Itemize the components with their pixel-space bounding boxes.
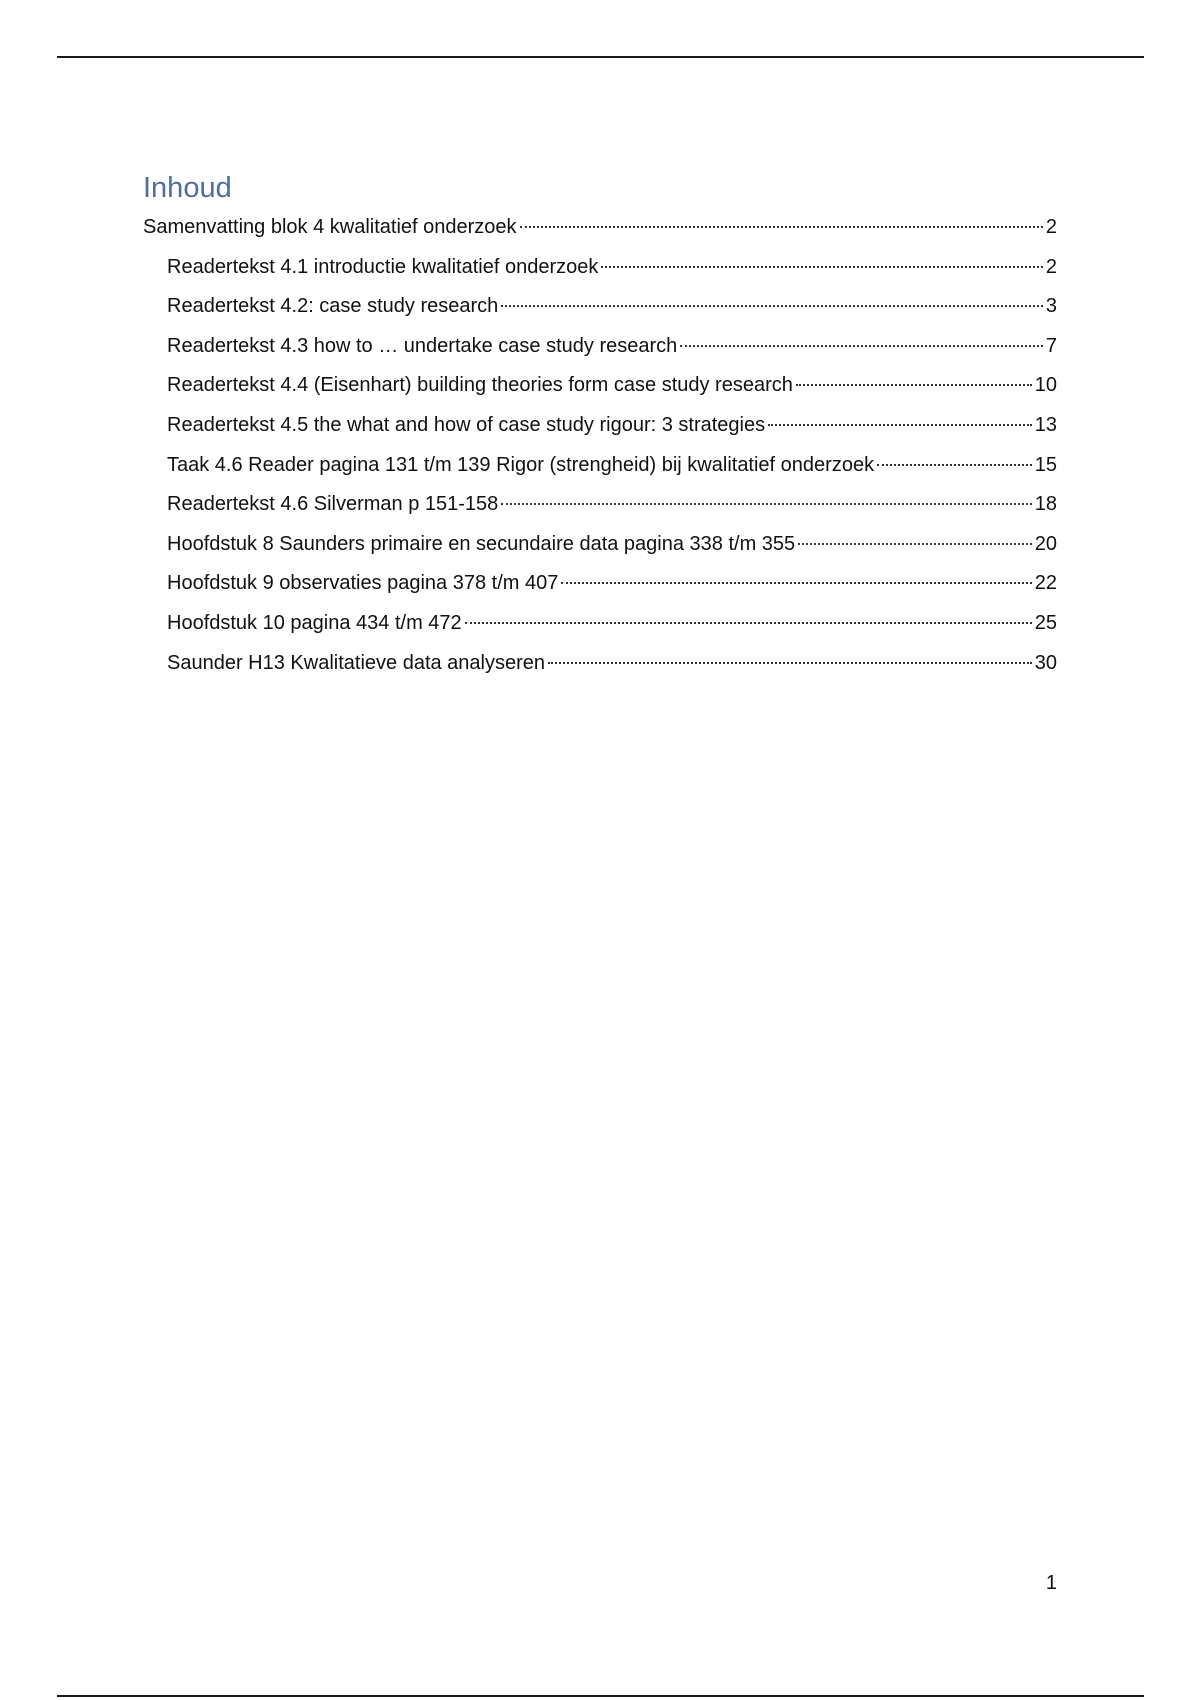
toc-entry[interactable] xyxy=(143,525,1057,565)
toc-title: Inhoud xyxy=(143,172,232,204)
footer-rule xyxy=(57,1695,1144,1697)
toc-entry[interactable] xyxy=(143,327,1057,367)
toc-entry-page: 22 xyxy=(1034,572,1057,595)
toc-entry-page: 3 xyxy=(1045,295,1057,318)
toc-leader-dots xyxy=(548,662,1032,664)
toc-list xyxy=(143,208,1057,683)
toc-entry[interactable] xyxy=(143,446,1057,486)
header-rule xyxy=(57,56,1144,58)
toc-leader-dots xyxy=(465,622,1032,624)
toc-entry-page: 10 xyxy=(1034,374,1057,397)
toc-leader-dots xyxy=(501,305,1043,307)
toc-entry-label: Hoofdstuk 10 pagina 434 t/m 472 xyxy=(167,611,462,634)
toc-entry-label: Samenvatting blok 4 kwalitatief onderzoek xyxy=(143,216,517,238)
toc-leader-dots xyxy=(768,424,1032,426)
toc-leader-dots xyxy=(520,226,1043,228)
toc-leader-dots xyxy=(601,266,1043,268)
toc-entry[interactable] xyxy=(143,485,1057,525)
toc-entry-page: 18 xyxy=(1034,493,1057,516)
toc-entry[interactable] xyxy=(143,406,1057,446)
toc-leader-dots xyxy=(798,543,1032,545)
toc-entry-page: 2 xyxy=(1045,255,1057,278)
toc-entry-label: Readertekst 4.1 introductie kwalitatief onderzoek xyxy=(167,255,599,278)
toc-entry-page: 25 xyxy=(1034,611,1057,634)
toc-leader-dots xyxy=(561,582,1031,584)
toc-entry-label: Saunder H13 Kwalitatieve data analyseren xyxy=(167,651,546,674)
toc-entry[interactable] xyxy=(143,208,1057,248)
toc-entry-page: 13 xyxy=(1034,413,1057,436)
toc-leader-dots xyxy=(877,464,1032,466)
toc-entry-page: 2 xyxy=(1045,216,1057,238)
toc-entry-page: 30 xyxy=(1034,651,1057,674)
toc-entry-label: Hoofdstuk 8 Saunders primaire en secundaire data pagina 338 t/m 355 xyxy=(167,532,796,555)
toc-entry-label: Readertekst 4.4 (Eisenhart) building theories form case study research xyxy=(167,374,793,397)
toc-entry-page: 15 xyxy=(1034,453,1057,476)
page-number: 1 xyxy=(1045,1572,1057,1594)
toc-entry[interactable] xyxy=(143,644,1057,684)
toc-leader-dots xyxy=(501,503,1031,505)
toc-leader-dots xyxy=(680,345,1043,347)
toc-entry-label: Readertekst 4.2: case study research xyxy=(167,295,499,318)
toc-leader-dots xyxy=(796,384,1032,386)
toc-entry-page: 7 xyxy=(1045,334,1057,357)
toc-entry[interactable] xyxy=(143,604,1057,644)
toc-entry[interactable] xyxy=(143,287,1057,327)
table-of-contents xyxy=(143,168,1057,683)
toc-entry-label: Readertekst 4.5 the what and how of case study rigour: 3 strategies xyxy=(167,413,766,436)
toc-entry-label: Hoofdstuk 9 observaties pagina 378 t/m 407 xyxy=(167,572,559,595)
toc-entry[interactable] xyxy=(143,564,1057,604)
toc-entry-label: Readertekst 4.3 how to … undertake case study research xyxy=(167,334,678,357)
toc-entry-label: Taak 4.6 Reader pagina 131 t/m 139 Rigor (strengheid) bij kwalitatief onderzoek xyxy=(167,453,875,476)
toc-entry[interactable] xyxy=(143,248,1057,288)
toc-entry-label: Readertekst 4.6 Silverman p 151-158 xyxy=(167,493,499,516)
toc-entry-page: 20 xyxy=(1034,532,1057,555)
toc-entry[interactable] xyxy=(143,366,1057,406)
